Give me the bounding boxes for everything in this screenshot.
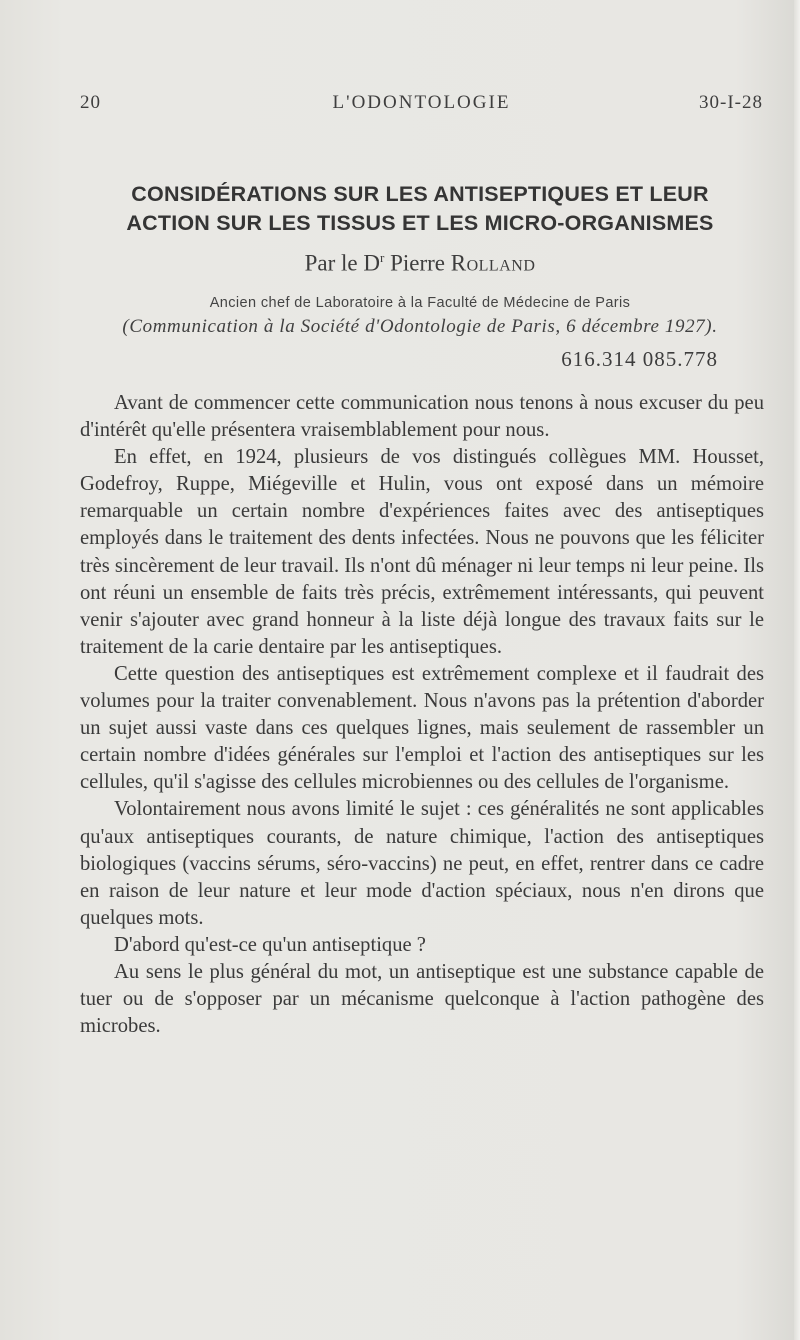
paragraph: Au sens le plus général du mot, un antiseptique est une substance capable de tuer ou de s'opposer par un mécanisme quelconque à l'action pathogène des microbes. [80, 960, 764, 1038]
article-body [80, 390, 764, 1040]
author-line [80, 250, 760, 277]
article-title [70, 180, 770, 238]
author-prefix: Par le D [304, 250, 380, 276]
page-edge [794, 0, 800, 1340]
author-affiliation: Ancien chef de Laboratoire à la Faculté de Médecine de Paris [209, 295, 631, 311]
paragraph: En effet, en 1924, plusieurs de vos distingués collègues MM. Housset, Godefroy, Ruppe, Miégeville et Hulin, vous ont exposé dans un mémoire remarquable un certain nombre d'expériences faites avec des antiseptiques employés dans le traitement des dents infectées. Nous ne pouvons que les féliciter très sincèrement de leur travail. Ils n'ont dû ménager ni leur temps ni leur peine. Ils ont réuni un ensemble de faits très précis, extrêmement intéressants, qui peuvent venir s'ajouter avec grand honneur à la liste déjà longue des travaux faits sur le traitement de la carie dentaire par les antiseptiques. [80, 446, 764, 658]
paragraph: Volontairement nous avons limité le sujet : ces généralités ne sont applicables qu'aux antiseptiques courants, de nature chimique, l'action des antiseptiques biologiques (vaccins sérums, séro-vaccins) ne peut, en effet, rentrer dans ce cadre en raison de leur nature et leur mode d'action spéciaux, nous n'en dirons que quelques mots. [80, 798, 764, 929]
classification-code: 616.314 085.778 [561, 347, 718, 371]
paragraph: D'abord qu'est-ce qu'un antiseptique ? [114, 933, 426, 956]
author-last-name: Rolland [450, 250, 536, 276]
communication-note: (Communication à la Société d'Odontologie de Paris, 6 décembre 1927). [122, 316, 718, 337]
author-title-sup: r [380, 250, 385, 265]
paragraph: Avant de commencer cette communication nous tenons à nous excuser du peu d'intérêt qu'elle présentera vraisemblablement pour nous. [80, 392, 764, 442]
running-header [80, 92, 763, 122]
journal-title: L'ODONTOLOGIE [332, 92, 511, 113]
paragraph: Cette question des antiseptiques est extrêmement complexe et il faudrait des volumes pour la traiter convenablement. Nous n'avons pas la prétention d'aborder un sujet aussi vaste dans ces quelques lignes, mais seulement de rassembler un certain nombre d'idées générales sur l'emploi et l'action des antiseptiques sur les cellules, qu'il s'agisse des cellules microbiennes ou des cellules de l'organisme. [80, 662, 764, 794]
title-line-2: ACTION SUR LES TISSUS ET LES MICRO-ORGANISMES [126, 211, 714, 235]
page-number: 20 [80, 92, 101, 113]
title-line-1: CONSIDÉRATIONS SUR LES ANTISEPTIQUES ET LEUR [131, 182, 709, 206]
issue-date: 30-I-28 [699, 92, 763, 113]
author-first-name: Pierre [390, 250, 446, 276]
